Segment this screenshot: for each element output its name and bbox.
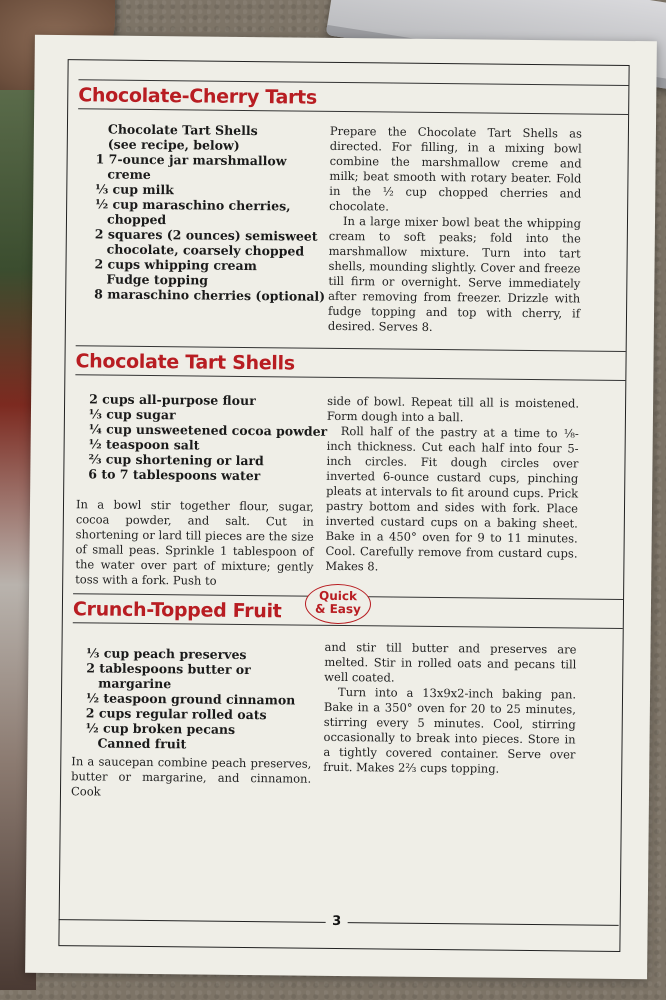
recipe-page xyxy=(25,35,657,979)
ingredient-list: ⅓ cup peach preserves 2 tablespoons butter or margarine ½ teaspoon ground cinnamon 2 cups regular rolled oats ½ cup broken pecans Canned fruit xyxy=(85,645,296,752)
recipe-directions: and stir till butter and preserves are melted. Stir in rolled oats and pecans till well coated. Turn into a 13x9x2-inch baking pan. Bake in a 350° oven for 20 to 25 minutes, stirring every 5 minutes. Cool, stirring occasionally to break into pieces. Store in a tightly covered container. Serve over fruit. Makes 2⅔ cups topping. xyxy=(323,639,577,776)
recipe-directions-left: In a bowl stir together flour, sugar, cocoa powder, and salt. Cut in shortening or lard till pieces are the size of small peas. Sprinkle 1 tablespoon of the water over part of mixture; gently toss with a fork. Push to xyxy=(75,497,315,588)
recipe-crunch-topped-fruit xyxy=(70,588,623,799)
recipe-title: Chocolate-Cherry Tarts xyxy=(78,84,318,109)
ingredient-list: Chocolate Tart Shells (see recipe, below) 1 7-ounce jar marshmallow creme ⅓ cup milk ½ cup maraschino cherries, chopped 2 squares (2 ounces) semisweet chocolate, coarsely chopped 2 cups whipping cream Fudge topping 8 maraschino cherries (optional) xyxy=(94,121,326,304)
recipe-chocolate-cherry-tarts xyxy=(78,79,628,334)
recipe-directions-left: In a saucepan combine peach preserves, butter or margarine, and cinnamon. Cook xyxy=(70,754,312,799)
recipe-title: Chocolate Tart Shells xyxy=(75,350,295,375)
page-number: 3 xyxy=(26,911,648,933)
recipe-title: Crunch-Topped Fruit xyxy=(72,598,282,623)
recipe-chocolate-tart-shells xyxy=(75,345,625,588)
recipe-directions: side of bowl. Repeat till all is moistened. Form dough into a ball. Roll half of the pastry at a time to ⅛-inch thickness. Cut each half into four 5-inch circles. Fit dough circles over inverted 6-ounce custard cups, pinching pleats at intervals to fit around cups. Prick pastry bottom and sides with fork. Place inverted custard cups on a baking sheet. Bake in a 450° oven for 9 to 11 minutes. Cool. Carefully remove from custard cups. Makes 8. xyxy=(325,393,580,574)
quick-easy-badge: Quick & Easy xyxy=(305,584,371,625)
ingredient-list: 2 cups all-purpose flour ⅓ cup sugar ¼ cup unsweetened cocoa powder ½ teaspoon salt ⅔ cup shortening or lard 6 to 7 tablespoons water xyxy=(88,391,328,484)
recipe-directions: Prepare the Chocolate Tart Shells as directed. For filling, in a mixing bowl combine the marshmallow creme and milk; beat smooth with rotary beater. Fold in the ½ cup chopped cherries and chocolate. In a large mixer bowl beat the whipping cream to soft peaks; fold into the marshmallow mixture. Turn into tart shells, mounding slightly. Cover and freeze till firm or overnight. Serve immediately after removing from freezer. Drizzle with fudge topping and top with cherry, if desired. Serves 8. xyxy=(327,123,582,334)
